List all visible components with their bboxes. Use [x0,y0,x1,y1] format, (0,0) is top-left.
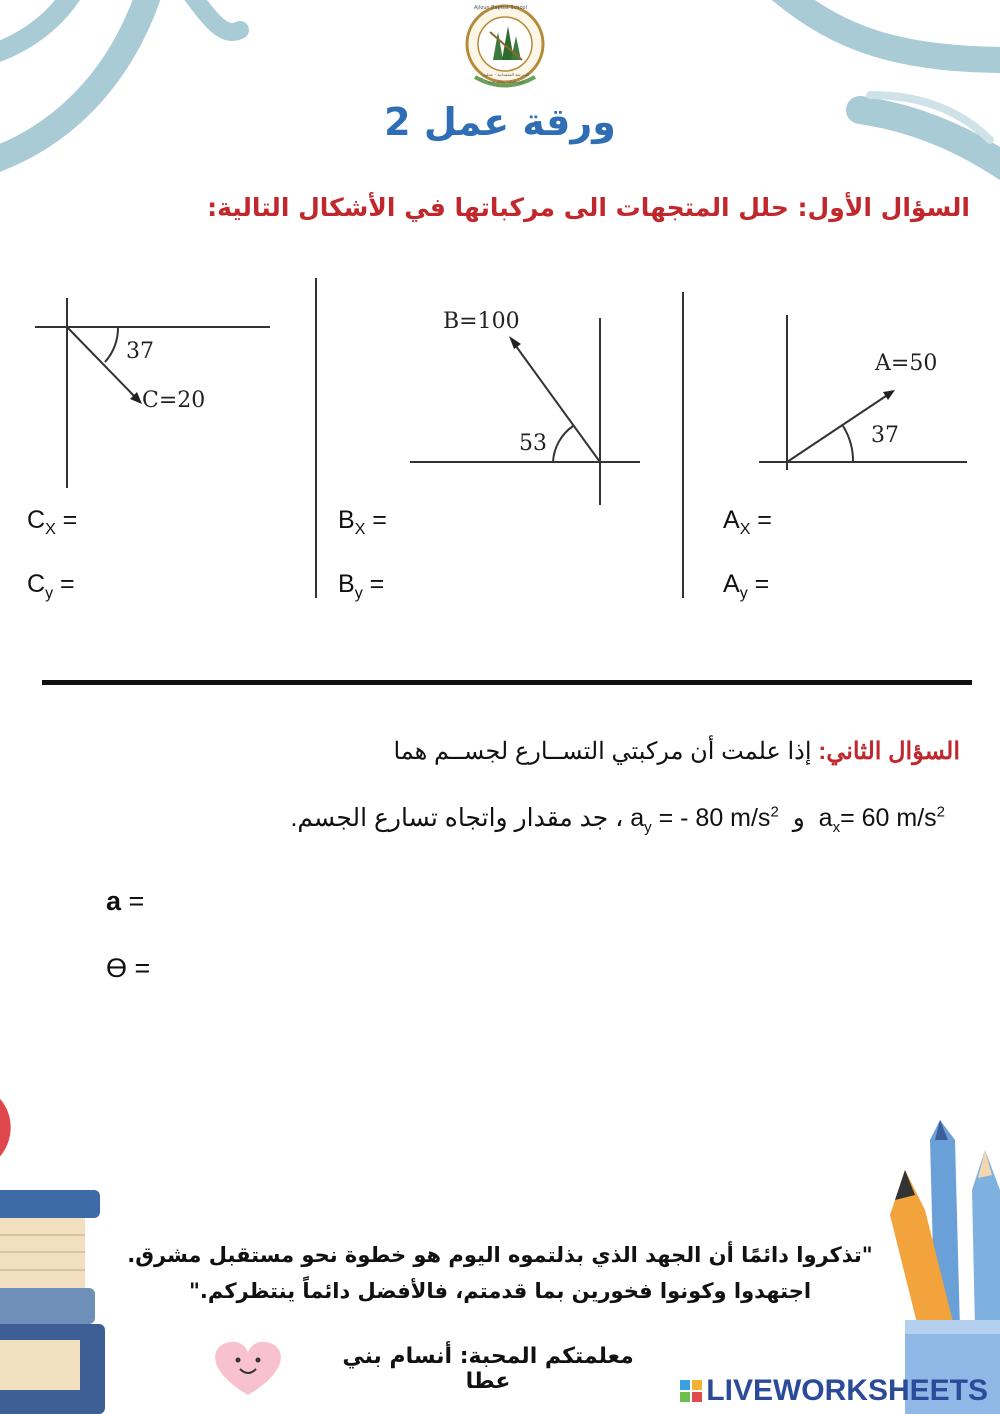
school-name-arabic: المدرسة المعمدانية - عجلون [482,72,530,77]
vector-label: A=50 [875,351,938,376]
question2-line2: $a_x= 60$ $m/s^2$ و $a_y$ = - 80 $m/s^2$ ، جد مقدار واتجاه تسارع الجسم. [290,803,945,836]
worksheet-title: ورقة عمل 2 [384,100,616,144]
vector-label: C=20 [142,388,206,413]
liveworksheets-logo-icon [680,1376,702,1398]
section-divider [42,680,972,685]
question2-label: السؤال الثاني: [818,738,960,765]
vector-a-arrowhead [883,390,895,400]
column-divider [315,278,317,598]
angle-arc [105,327,118,362]
answer-ax[interactable]: $A_X$ = [723,506,772,538]
angle-label: 37 [871,423,899,448]
answer-direction[interactable]: ϴ = [106,953,151,983]
angle-label: 37 [126,339,154,364]
angle-arc [843,426,853,462]
column-divider [682,292,684,598]
school-motto: رأس الحكمة مخافة الرب [488,80,525,84]
vector-b-arrowhead [509,336,521,349]
school-logo [460,2,550,92]
vector-diagram-c [30,290,280,495]
angle-label: 53 [519,431,547,456]
answer-ay[interactable]: $A_y$ = [723,570,770,602]
angle-arc [553,426,573,462]
encouragement-quote-line2: اجتهدوا وكونوا فخورين بما قدمتم، فالأفضل دائماً ينتظركم." [188,1279,812,1303]
answer-cy[interactable]: $C_y$ = [27,570,75,602]
question1-prompt: السؤال الأول: حلل المتجهات الى مركباتها في الأشكال التالية: [207,193,970,222]
encouragement-quote-line1: "تذكروا دائمًا أن الجهد الذي بذلتموه اليوم هو خطوة نحو مستقبل مشرق. [127,1243,873,1267]
school-name: Ajloun Baptist School [474,5,527,11]
vector-diagram-a [755,310,975,475]
answer-magnitude[interactable]: a = [106,886,145,916]
heart-smile-illustration [215,1342,281,1395]
vector-diagram-b [405,300,650,510]
vector-label: B=100 [443,309,520,334]
answer-by[interactable]: $B_y$ = [338,570,385,602]
answer-bx[interactable]: $B_X$ = [338,506,387,538]
liveworksheets-brand[interactable]: LIVEWORKSHEETS [680,1374,988,1408]
answer-cx[interactable]: $C_X$ = [27,506,78,538]
teacher-signature: معلمتكم المحبة: أنسام بني عطا [342,1344,634,1394]
question2-line1: السؤال الثاني: إذا علمت أن مركبتي التســارع لجســم هما [393,738,960,765]
